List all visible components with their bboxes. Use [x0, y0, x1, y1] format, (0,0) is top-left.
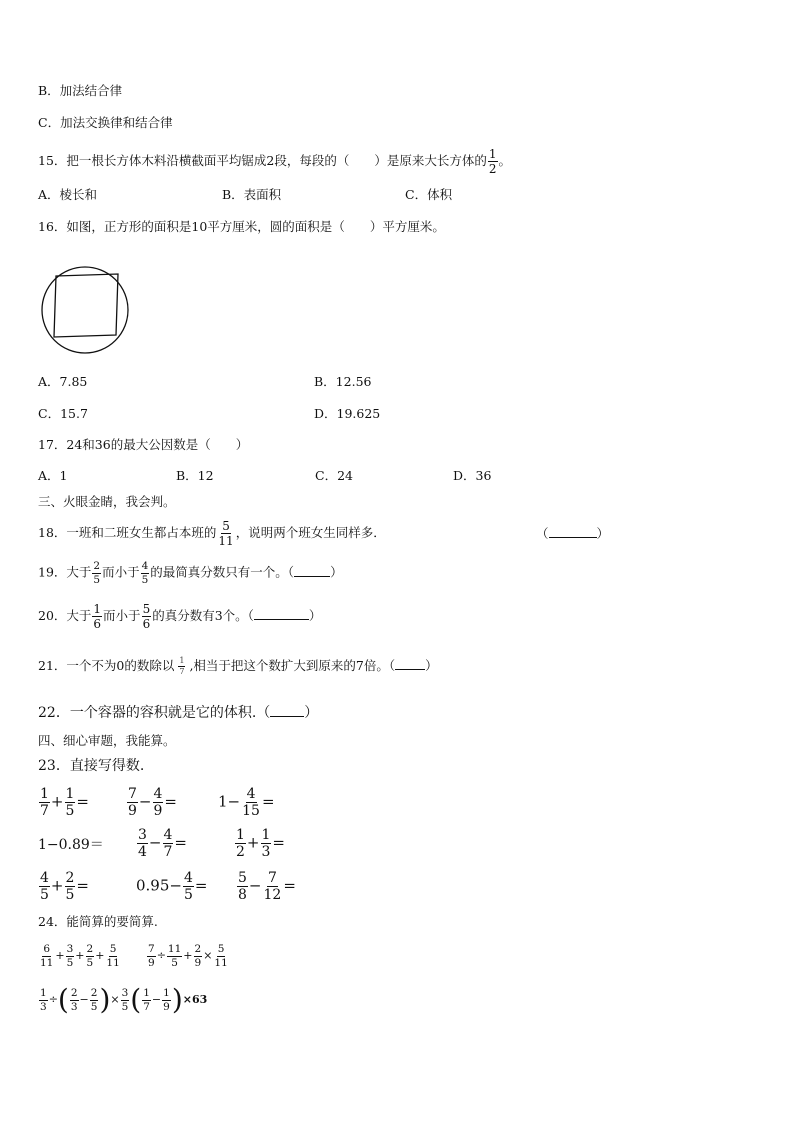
- numerator: 7: [267, 870, 277, 886]
- equals: =: [164, 792, 177, 811]
- lead-term: 1−: [218, 792, 241, 811]
- fraction: [241, 787, 261, 818]
- denominator: 5: [93, 573, 101, 586]
- numerator: 7: [128, 786, 137, 802]
- fraction: [263, 871, 283, 902]
- q17-stem: 17．24和36的最大公因数是（ ）: [38, 437, 249, 452]
- fraction: [153, 787, 164, 818]
- calc-item: [136, 871, 207, 902]
- calc-item: [218, 787, 275, 818]
- fraction: [86, 944, 95, 968]
- denominator: 5: [66, 956, 74, 969]
- denominator: 11: [214, 956, 228, 969]
- fraction-5-11: [217, 520, 234, 547]
- fraction: [162, 988, 171, 1012]
- q19-text-a: 19．大于: [38, 564, 92, 580]
- q18-text-a: 18．一班和二班女生都占本班的: [38, 525, 217, 540]
- fraction: [39, 787, 50, 818]
- numerator: 2: [90, 987, 98, 999]
- denominator: 5: [171, 956, 178, 969]
- q19-text-c: 的最简真分数只有一个。（: [150, 564, 295, 580]
- fraction: [137, 828, 148, 859]
- numerator: 3: [121, 987, 129, 999]
- denominator: 5: [141, 573, 149, 586]
- q15-tail: 。: [498, 153, 512, 168]
- q14-option-b: B．加法结合律: [38, 83, 123, 98]
- numerator: 4: [153, 786, 163, 802]
- denominator: 11: [106, 956, 120, 969]
- q20-answer-blank[interactable]: [254, 608, 309, 620]
- fraction: [127, 787, 138, 818]
- q17-option-c: C．24: [315, 468, 353, 483]
- q19-text-b: 而小于: [102, 564, 140, 580]
- operator: ×: [110, 993, 120, 1006]
- q16-option-c: C．15.7: [38, 406, 88, 421]
- q15-text: 15．把一根长方体木料沿横截面平均锯成2段，每段的（ ）是原来大长方体的: [38, 153, 487, 168]
- q22: [38, 705, 318, 721]
- square-shape: [54, 274, 118, 337]
- denominator: 3: [261, 844, 271, 860]
- calc-item: [236, 871, 296, 902]
- paren-close: ）: [308, 608, 322, 623]
- fraction-1-6: [92, 603, 102, 630]
- q24-expression-3: [38, 983, 208, 1016]
- fraction: [39, 944, 54, 968]
- calc-item: [136, 828, 187, 859]
- denominator: 5: [65, 803, 75, 819]
- fraction: [65, 787, 76, 818]
- q18-text-b: ，说明两个班女生同样多．: [235, 525, 386, 540]
- fraction: [261, 828, 272, 859]
- denominator: 9: [194, 956, 202, 969]
- fraction-1-7: [178, 657, 185, 676]
- numerator: 7: [148, 943, 155, 955]
- section-4-heading: 四、细心审题，我能算。: [38, 733, 176, 748]
- operator: +: [50, 876, 64, 895]
- denominator: 5: [65, 887, 75, 903]
- equals: =: [272, 833, 285, 852]
- numerator: 11: [167, 943, 182, 955]
- q15-option-b: B．表面积: [222, 187, 282, 202]
- equals: =: [174, 833, 187, 852]
- operator: −: [248, 876, 262, 895]
- q18-answer-blank[interactable]: [536, 526, 609, 542]
- calc-item: [38, 871, 89, 902]
- q22-answer-blank[interactable]: [270, 705, 304, 717]
- q16-option-d: D．19.625: [314, 406, 381, 421]
- numerator: 4: [163, 827, 173, 843]
- operator: −: [148, 833, 162, 852]
- paren-open: (: [57, 983, 69, 1016]
- numerator: 5: [217, 943, 225, 955]
- q24-stem: 24．能简算的要简算.: [38, 914, 158, 929]
- numerator: 2: [194, 943, 202, 955]
- fraction: [105, 944, 120, 968]
- numerator: 2: [93, 560, 101, 572]
- numerator: 1: [179, 656, 185, 665]
- q21-text-a: 21．一个不为0的数除以: [38, 658, 175, 673]
- denominator: 5: [40, 887, 49, 903]
- numerator: 2: [65, 870, 75, 886]
- q14-option-c: C．加法交换律和结合律: [38, 115, 173, 130]
- numerator: 1: [65, 786, 75, 802]
- q24-expression-1: [38, 944, 122, 968]
- denominator: 2: [488, 162, 497, 176]
- q20-text-a: 20．大于: [38, 608, 92, 623]
- q20-text-c: 的真分数有3个。（: [152, 608, 254, 623]
- q17-option-a: A．1: [38, 468, 68, 483]
- fraction: [213, 944, 228, 968]
- operator: +: [183, 949, 193, 962]
- numerator: 1: [488, 147, 497, 161]
- denominator: 7: [163, 844, 173, 860]
- numerator: 5: [142, 602, 151, 616]
- q21-text-b: ,相当于把这个数扩大到原来的7倍。（: [189, 658, 396, 673]
- fraction: [121, 988, 130, 1012]
- paren-close: ）: [304, 705, 319, 721]
- numerator: 2: [70, 987, 78, 999]
- fraction: [163, 828, 174, 859]
- q22-text: 22．一个容器的容积就是它的体积.（: [38, 705, 271, 721]
- q17-option-d: D．36: [453, 468, 492, 483]
- denominator: 9: [128, 803, 137, 819]
- fraction: [235, 828, 246, 859]
- denominator: 5: [90, 1000, 98, 1013]
- denominator: 7: [179, 667, 185, 676]
- operator-tail: ×63: [182, 993, 208, 1006]
- numerator: 3: [66, 943, 74, 955]
- denominator: 6: [142, 617, 151, 631]
- numerator: 2: [86, 943, 94, 955]
- q24-expression-2: [146, 944, 230, 968]
- numerator: 1: [143, 987, 150, 999]
- operator: −: [138, 792, 152, 811]
- fraction: [70, 988, 79, 1012]
- calc-item: [38, 787, 89, 818]
- denominator: 2: [236, 844, 245, 860]
- fraction: [142, 988, 151, 1012]
- q21-answer-blank[interactable]: [395, 658, 425, 670]
- denominator: 11: [40, 956, 54, 969]
- numerator: 5: [222, 519, 230, 533]
- fraction-4-5: [141, 561, 150, 585]
- operator: +: [246, 833, 260, 852]
- denominator: 8: [238, 887, 247, 903]
- equals: =: [76, 792, 89, 811]
- q19-answer-blank[interactable]: [294, 565, 330, 577]
- numerator: 6: [43, 943, 51, 955]
- q19: [38, 561, 343, 585]
- denominator: 3: [40, 1000, 47, 1013]
- fraction-half: [488, 148, 498, 175]
- denominator: 6: [93, 617, 102, 631]
- lead-term: 0.95−: [136, 876, 182, 895]
- numerator: 3: [138, 827, 147, 843]
- paren-open: （: [536, 526, 549, 541]
- paren-open: (: [130, 983, 142, 1016]
- q15-stem: [38, 148, 511, 175]
- operator: ×: [203, 949, 213, 962]
- q16-option-b: B．12.56: [314, 374, 372, 389]
- q16-option-a: A．7.85: [38, 374, 88, 389]
- numerator: 4: [246, 786, 256, 802]
- fraction: [65, 871, 76, 902]
- denominator: 9: [148, 956, 155, 969]
- denominator: 5: [86, 956, 94, 969]
- paren-close: ): [99, 983, 111, 1016]
- fraction: [147, 944, 156, 968]
- operator: ÷: [156, 949, 166, 962]
- denominator: 7: [143, 1000, 150, 1013]
- square-in-circle-figure: [40, 266, 132, 354]
- fraction: [39, 988, 48, 1012]
- q18: [38, 520, 386, 547]
- numerator: 4: [40, 870, 49, 886]
- operator: +: [95, 949, 105, 962]
- numerator: 5: [238, 870, 247, 886]
- calc-item: [126, 787, 177, 818]
- q23-stem: 23．直接写得数.: [38, 758, 145, 774]
- paren-close: ): [171, 983, 183, 1016]
- equals: =: [261, 792, 275, 811]
- numerator: 4: [141, 560, 149, 572]
- equals: =: [283, 876, 296, 895]
- equals: =: [76, 876, 89, 895]
- numerator: 1: [236, 827, 245, 843]
- fraction: [39, 871, 50, 902]
- operator: +: [55, 949, 65, 962]
- q20: [38, 603, 321, 630]
- numerator: 1: [40, 987, 47, 999]
- calc-item: [234, 828, 285, 859]
- numerator: 4: [183, 870, 193, 886]
- numerator: 1: [40, 786, 49, 802]
- fraction: [90, 988, 99, 1012]
- equals: =: [194, 876, 208, 895]
- denominator: 3: [70, 1000, 78, 1013]
- fraction: [194, 944, 203, 968]
- paren-close: ）: [596, 526, 610, 541]
- q15-option-a: A．棱长和: [38, 187, 98, 202]
- numerator: 1: [163, 987, 170, 999]
- fraction: [167, 944, 182, 968]
- operator: +: [75, 949, 85, 962]
- numerator: 1: [93, 602, 102, 616]
- q16-stem: 16．如图，正方形的面积是10平方厘米，圆的面积是（ ）平方厘米。: [38, 219, 445, 234]
- q17-option-b: B．12: [176, 468, 214, 483]
- calc-item: 1−0.89＝: [38, 837, 104, 853]
- operator: −: [151, 993, 162, 1006]
- fraction-2-5: [92, 561, 101, 585]
- denominator: 5: [183, 887, 193, 903]
- denominator: 9: [153, 803, 163, 819]
- fraction: [237, 871, 248, 902]
- operator: −: [79, 993, 89, 1006]
- denominator: 11: [218, 534, 234, 548]
- denominator: 12: [263, 887, 282, 903]
- numerator: 5: [109, 943, 117, 955]
- denominator: 4: [138, 844, 147, 860]
- q21: [38, 657, 438, 676]
- denominator: 5: [121, 1000, 129, 1013]
- denominator: 7: [40, 803, 49, 819]
- numerator: 1: [261, 827, 271, 843]
- paren-close: ）: [330, 564, 343, 580]
- fraction: [66, 944, 75, 968]
- section-3-heading: 三、火眼金睛，我会判。: [38, 494, 176, 509]
- operator: ÷: [48, 993, 58, 1006]
- denominator: 9: [163, 1000, 170, 1013]
- denominator: 15: [242, 803, 260, 819]
- operator: +: [50, 792, 64, 811]
- paren-close: ）: [425, 658, 438, 673]
- q15-option-c: C．体积: [405, 187, 453, 202]
- fraction-5-6: [142, 603, 152, 630]
- blank-line: [549, 526, 597, 538]
- q20-text-b: 而小于: [103, 608, 141, 623]
- fraction: [183, 871, 194, 902]
